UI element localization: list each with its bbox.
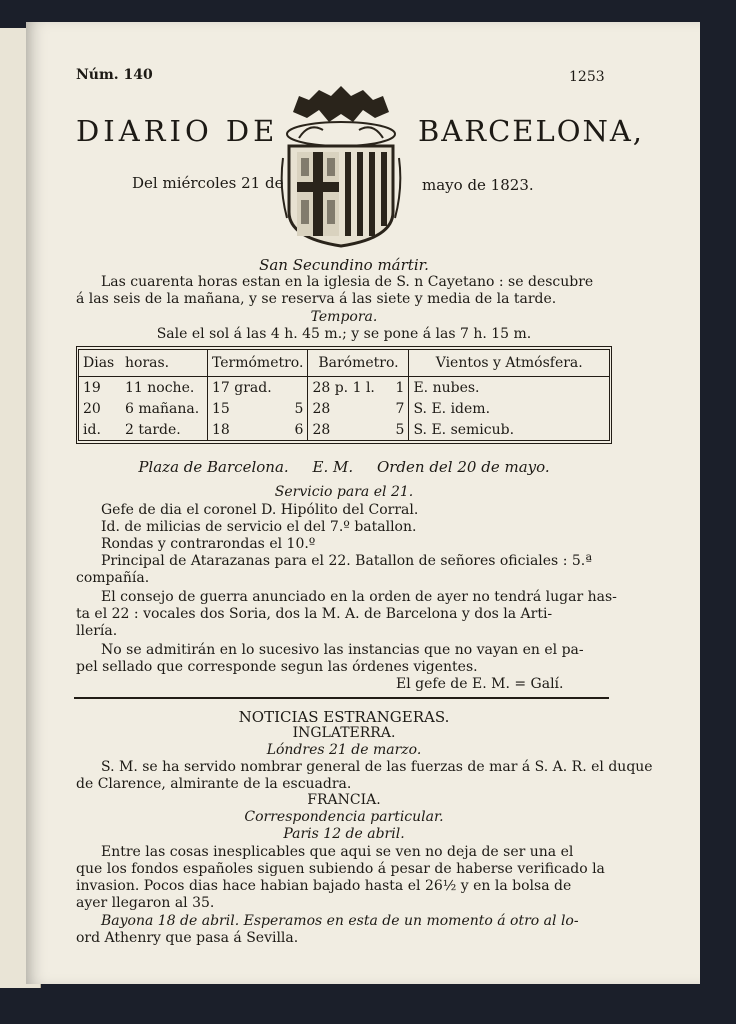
cell	[284, 377, 308, 399]
consejo-line-2: ta el 22 : vocales dos Soria, dos la M. A. de Barcelona y dos la Arti-	[76, 606, 553, 622]
noticias-title: NOTICIAS ESTRANGERAS.	[238, 708, 450, 726]
signature: El gefe de E. M. = Galí.	[396, 676, 564, 692]
header-dias: Dias	[79, 350, 121, 377]
servicio-title: Servicio para el 21.	[274, 484, 414, 500]
cell: 20	[83, 400, 101, 417]
consejo-line-1: El consejo de guerra anunciado en la orden de ayer no tendrá lugar has-	[101, 589, 617, 605]
paris-line: invasion. Pocos dias hace habian bajado hasta el 26½ y en la bolsa de	[76, 878, 572, 894]
cell: 28	[308, 398, 391, 419]
bayona-line-1: Bayona 18 de abril. Esperamos en esta de un momento á otro al lo-	[101, 913, 579, 929]
plaza-heading: Plaza de Barcelona. E. M. Orden del 20 de mayo.	[138, 458, 550, 476]
londres-line-1: S. M. se ha servido nombrar general de las fuerzas de mar á S. A. R. el duque	[101, 759, 653, 775]
forty-hours-line-1: Las cuarenta horas estan en la iglesia de S. n Cayetano : se descubre	[101, 274, 594, 290]
section-divider	[74, 697, 609, 699]
cell: 28 p. 1 l.	[308, 377, 391, 399]
francia-heading: FRANCIA.	[307, 792, 381, 808]
sun-times: Sale el sol á las 4 h. 45 m.; y se pone á las 7 h. 15 m.	[156, 326, 532, 342]
cell: 1	[395, 379, 405, 396]
masthead-right: BARCELONA,	[418, 114, 645, 148]
coat-of-arms-icon	[279, 78, 403, 250]
servicio-line: Rondas y contrarondas el 10.º	[101, 536, 316, 552]
cell: 18	[208, 419, 285, 440]
paris-line: ayer llegaron al 35.	[76, 895, 215, 911]
issue-number: Núm. 140	[76, 67, 153, 83]
saint-of-day: San Secundino mártir.	[259, 256, 429, 274]
londres-line-2: de Clarence, almirante de la escuadra.	[76, 776, 352, 792]
header-vientos: Vientos y Atmósfera.	[409, 350, 609, 377]
londres-date: Lóndres 21 de marzo.	[266, 742, 422, 758]
header-termometro: Termómetro.	[208, 350, 308, 377]
paris-line: Entre las cosas inesplicables que aqui se ven no deja de ser una el	[101, 844, 574, 860]
cell: 2 tarde.	[125, 421, 181, 438]
masthead-left: DIARIO DE	[76, 114, 279, 148]
servicio-line: Id. de milicias de servicio el del 7.º batallon.	[101, 519, 417, 535]
instancias-line-1: No se admitirán en lo sucesivo las instancias que no vayan en el pa-	[101, 642, 584, 658]
consejo-line-3: llería.	[76, 623, 118, 639]
inglaterra-heading: INGLATERRA.	[292, 725, 396, 741]
servicio-line: compañía.	[76, 570, 150, 586]
cell: 6	[294, 421, 304, 438]
correspondencia: Correspondencia particular.	[244, 809, 444, 825]
page-number: 1253	[569, 69, 605, 85]
cell: 15	[208, 398, 285, 419]
table-row	[79, 419, 609, 440]
date-right: mayo de 1823.	[422, 176, 534, 194]
cell: S. E. idem.	[409, 398, 609, 419]
table-row	[79, 398, 609, 419]
date-left: Del miércoles 21 de	[132, 174, 284, 192]
paris-date: Paris 12 de abril.	[283, 826, 405, 842]
cell: 17 grad.	[208, 377, 285, 399]
cell: id.	[83, 421, 101, 438]
table-row	[79, 377, 609, 399]
newspaper-page	[26, 22, 700, 984]
servicio-line: Principal de Atarazanas para el 22. Batallon de señores oficiales : 5.ª	[101, 553, 592, 569]
cell: 5	[294, 400, 304, 417]
bayona-line-2: ord Athenry que pasa á Sevilla.	[76, 930, 299, 946]
header-barometro: Barómetro.	[308, 350, 409, 377]
cell: 7	[395, 400, 405, 417]
cell: 5	[395, 421, 405, 438]
cell: 6 mañana.	[125, 400, 200, 417]
header-horas: horas.	[121, 350, 208, 377]
cell: S. E. semicub.	[409, 419, 609, 440]
cell: 11 noche.	[125, 379, 195, 396]
cell: 28	[308, 419, 391, 440]
tempora: Tempora.	[310, 309, 378, 325]
paris-line: que los fondos españoles siguen subiendo á pesar de haberse verificado la	[76, 861, 605, 877]
weather-table	[76, 346, 612, 444]
forty-hours-line-2: á las seis de la mañana, y se reserva á las siete y media de la tarde.	[76, 291, 557, 307]
instancias-line-2: pel sellado que corresponde segun las órdenes vigentes.	[76, 659, 478, 675]
servicio-line: Gefe de dia el coronel D. Hipólito del Corral.	[101, 502, 419, 518]
cell: E. nubes.	[409, 377, 609, 399]
cell: 19	[83, 379, 101, 396]
